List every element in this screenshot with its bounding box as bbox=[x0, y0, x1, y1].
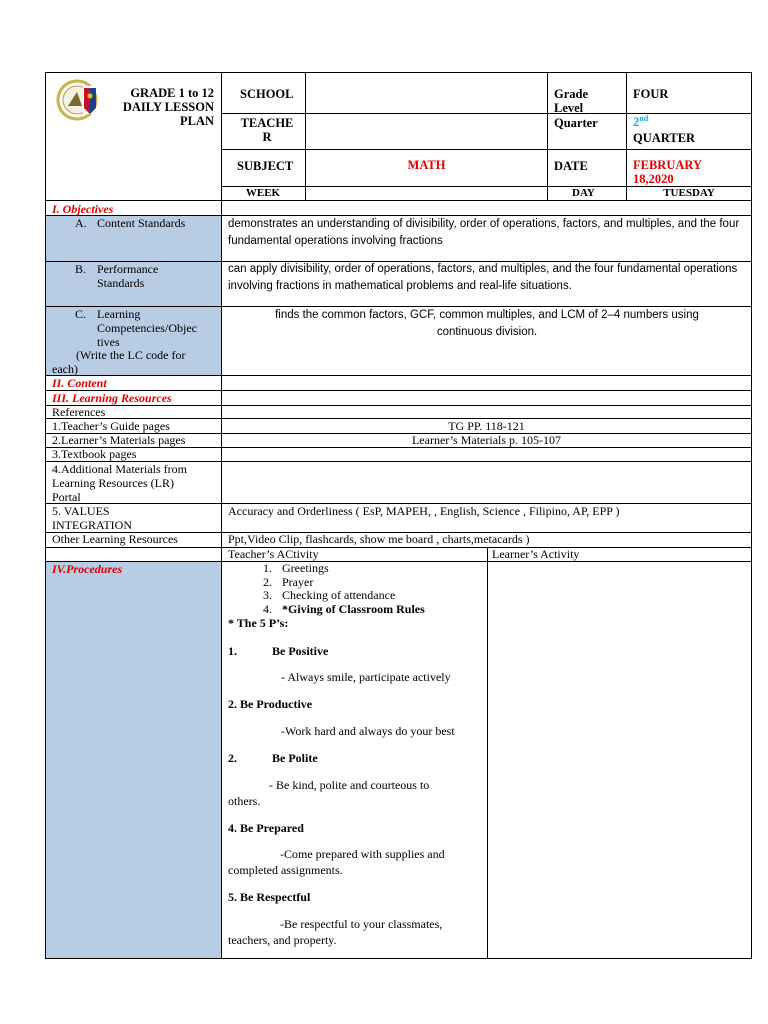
desc-line: -Be respectful to your classmates, bbox=[280, 917, 443, 931]
grade-label-line: Grade bbox=[554, 87, 589, 101]
rule-1-number: 1. bbox=[228, 644, 237, 658]
grade-level-value: FOUR bbox=[633, 87, 669, 101]
rule-4-desc bbox=[228, 847, 445, 878]
learning-competencies-letter: C. bbox=[75, 307, 87, 321]
quarter-num: 2 bbox=[633, 115, 640, 130]
day-value: TUESDAY bbox=[663, 187, 715, 199]
values-integration-label bbox=[52, 504, 132, 532]
opening-activities-list bbox=[230, 562, 425, 616]
teacher-activity-header: Teacher’s ACtivity bbox=[228, 547, 319, 561]
content-standards-label: Content Standards bbox=[97, 216, 186, 230]
label-line: each) bbox=[52, 362, 78, 376]
teachers-guide-label: 1.Teacher’s Guide pages bbox=[52, 419, 170, 433]
desc-line: completed assignments. bbox=[228, 862, 343, 877]
list-num: 1. bbox=[263, 561, 272, 575]
additional-materials-label bbox=[52, 462, 187, 504]
teachers-guide-value: TG PP. 118-121 bbox=[448, 419, 525, 433]
learners-materials-label: 2.Learner’s Materials pages bbox=[52, 433, 186, 447]
content-heading: II. Content bbox=[52, 376, 107, 390]
other-resources-value: Ppt,Video Clip, flashcards, show me board , charts,metacards ) bbox=[228, 532, 530, 546]
list-item bbox=[230, 603, 425, 617]
lc-code-note bbox=[52, 348, 185, 376]
grade-level-label bbox=[554, 87, 588, 115]
teacher-field[interactable] bbox=[310, 118, 542, 146]
label-line: Standards bbox=[97, 276, 145, 290]
quarter-label: Quarter bbox=[554, 116, 598, 130]
label-line: INTEGRATION bbox=[52, 518, 132, 532]
school-label: SCHOOL bbox=[240, 87, 294, 101]
grade-label-line: Level bbox=[554, 101, 584, 115]
teacher-label-line: TEACHE bbox=[240, 116, 294, 130]
rule-3-desc bbox=[228, 778, 429, 809]
quarter-value: QUARTER bbox=[633, 131, 696, 145]
label-line: Portal bbox=[52, 490, 81, 504]
label-line: Performance bbox=[97, 262, 159, 276]
procedures-heading: IV.Procedures bbox=[52, 562, 123, 576]
learning-competencies-label bbox=[97, 307, 197, 349]
rule-4-title: 4. Be Prepared bbox=[228, 821, 304, 835]
date-label: DATE bbox=[554, 159, 588, 173]
label-line: 5. VALUES bbox=[52, 504, 110, 518]
quarter-sup: nd bbox=[639, 114, 649, 123]
quarter-number bbox=[633, 114, 648, 130]
performance-standards-letter: B. bbox=[75, 262, 87, 276]
rule-1-title: Be Positive bbox=[272, 644, 329, 658]
list-item bbox=[230, 576, 425, 590]
title-line: DAILY LESSON bbox=[122, 100, 214, 114]
list-text: Checking of attendance bbox=[282, 588, 396, 602]
desc-line: teachers, and property. bbox=[228, 932, 337, 947]
textbook-label: 3.Textbook pages bbox=[52, 447, 137, 461]
label-line: Learning bbox=[97, 307, 141, 321]
school-field[interactable] bbox=[310, 80, 542, 108]
learners-materials-value: Learner’s Materials p. 105-107 bbox=[411, 433, 562, 447]
day-label: DAY bbox=[572, 187, 595, 199]
label-line: Learning Resources (LR) bbox=[52, 476, 174, 490]
performance-standards-value: can apply divisibility, order of operations, factors, and multiples, and the four fundamental operations involving fractions in mathematical problems and real-life situations. bbox=[228, 263, 738, 292]
procedures-label-cell bbox=[46, 562, 221, 958]
desc-line: - Be kind, polite and courteous to bbox=[269, 778, 430, 792]
label-line: tives bbox=[97, 335, 120, 349]
title-line: PLAN bbox=[179, 114, 214, 128]
rule-2-title: 2. Be Productive bbox=[228, 697, 313, 711]
rules-title: * The 5 P’s: bbox=[228, 616, 289, 630]
subject-label: SUBJECT bbox=[237, 159, 294, 173]
learning-resources-heading: III. Learning Resources bbox=[52, 391, 172, 405]
learning-competencies-value: finds the common factors, GCF, common multiples, and LCM of 2–4 numbers using continuous division. bbox=[275, 309, 699, 338]
title-line: GRADE 1 to 12 bbox=[130, 86, 214, 100]
list-num: 2. bbox=[263, 574, 272, 589]
list-num: 3. bbox=[263, 588, 272, 602]
label-line: Competencies/Objec bbox=[97, 321, 197, 335]
lesson-plan-title bbox=[112, 86, 214, 128]
content-standards-letter: A. bbox=[75, 216, 87, 230]
subject-value: MATH bbox=[407, 158, 446, 172]
values-integration-value: Accuracy and Orderliness ( EsP, MAPEH, , English, Science , Filipino, AP, EPP ) bbox=[228, 504, 620, 518]
list-item bbox=[230, 562, 425, 576]
rule-5-desc bbox=[228, 917, 442, 948]
label-line: (Write the LC code for bbox=[76, 348, 186, 362]
rule-5-title: 5. Be Respectful bbox=[228, 890, 311, 904]
list-num: 4. bbox=[263, 601, 272, 616]
list-text: Greetings bbox=[282, 561, 329, 575]
list-text: Prayer bbox=[282, 574, 314, 589]
performance-standards-label bbox=[97, 262, 158, 290]
desc-line: others. bbox=[228, 793, 261, 808]
content-standards-value: demonstrates an understanding of divisibility, order of operations, factors, and multiples, and the four fundamental operations involving fractions bbox=[228, 218, 740, 247]
rule-2-desc: -Work hard and always do your best bbox=[281, 724, 455, 738]
rule-3-number: 2. bbox=[228, 751, 237, 765]
label-line: 4.Additional Materials from bbox=[52, 462, 187, 476]
desc-line: -Come prepared with supplies and bbox=[280, 847, 445, 861]
list-item bbox=[230, 589, 425, 603]
date-line: 18,2020 bbox=[633, 172, 674, 186]
references-label: References bbox=[52, 405, 106, 419]
deped-seal-icon bbox=[56, 78, 98, 122]
week-label: WEEK bbox=[245, 187, 281, 199]
teacher-label bbox=[236, 116, 298, 144]
objectives-heading: I. Objectives bbox=[52, 202, 114, 216]
list-text: *Giving of Classroom Rules bbox=[282, 601, 425, 616]
date-line: FEBRUARY bbox=[633, 158, 703, 172]
teacher-label-line: R bbox=[262, 130, 272, 144]
learner-activity-header: Learner’s Activity bbox=[492, 547, 580, 561]
rule-3-title: Be Polite bbox=[272, 751, 318, 765]
rule-1-desc: - Always smile, participate actively bbox=[281, 670, 451, 684]
other-resources-label: Other Learning Resources bbox=[52, 532, 178, 546]
date-value bbox=[633, 158, 702, 186]
